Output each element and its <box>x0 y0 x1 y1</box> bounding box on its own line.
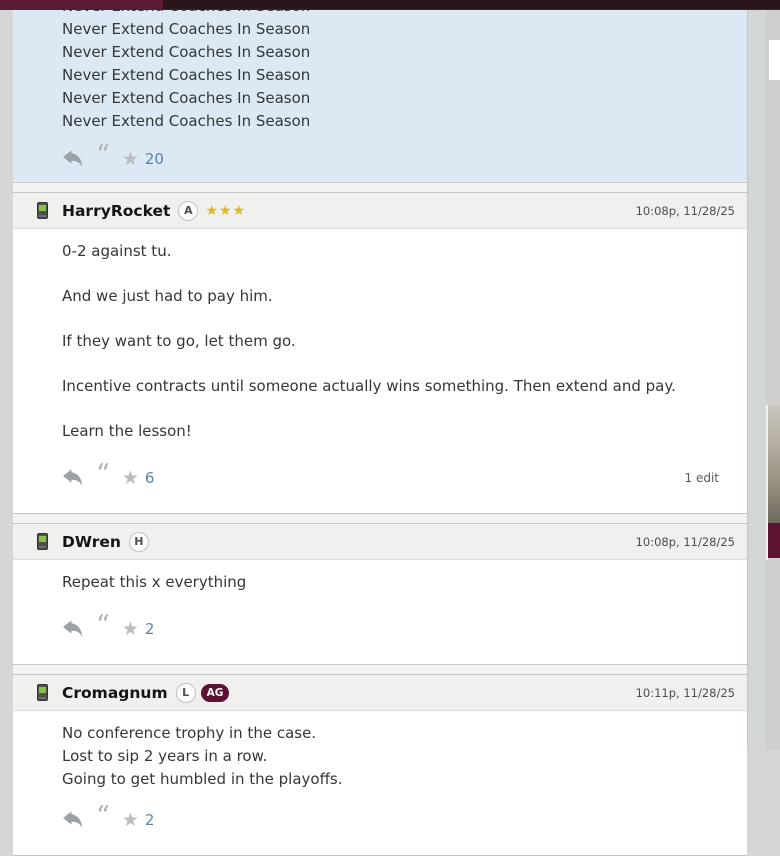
post-timestamp: 10:08p, 11/28/25 <box>635 534 735 549</box>
top-bar-left-segment <box>0 0 163 10</box>
star-count[interactable]: 20 <box>144 150 164 168</box>
post-body-line: Never Extend Coaches In Season <box>62 112 311 130</box>
post-body-line: Never Extend Coaches In Season <box>62 20 311 38</box>
right-edge-sidebar-module <box>766 405 780 560</box>
author-name[interactable]: Cromagnum <box>62 683 168 702</box>
quote-icon[interactable]: “ <box>96 801 110 832</box>
top-maroon-bar <box>0 0 780 10</box>
reply-icon[interactable] <box>62 469 84 487</box>
post-paragraph: Incentive contracts until someone actually wins something. Then extend and pay. <box>62 377 676 395</box>
post-action-row <box>13 610 727 642</box>
badge-a: A <box>178 201 198 221</box>
post-header <box>13 524 747 560</box>
post-header <box>13 675 747 711</box>
post-harryrocket <box>13 192 747 514</box>
post-dwren <box>13 523 747 665</box>
post-paragraph: 0-2 against tu. <box>62 242 172 260</box>
star-count[interactable]: 2 <box>144 811 155 829</box>
sidebar-photo-sliver <box>768 405 780 523</box>
edit-count-note[interactable]: 1 edit <box>684 471 719 485</box>
quote-icon[interactable]: “ <box>96 610 110 641</box>
mobile-phone-icon <box>37 202 48 219</box>
post-paragraph: Repeat this x everything <box>62 573 247 591</box>
star-icon[interactable]: ★ <box>121 467 139 489</box>
post-body-line: No conference trophy in the case. <box>62 724 317 742</box>
post-body <box>13 560 747 664</box>
post-body-line: Lost to sip 2 years in a row. <box>62 747 268 765</box>
author-name[interactable]: DWren <box>62 532 121 551</box>
sidebar-maroon-sliver <box>768 523 780 558</box>
post-body-line: Never Extend Coaches In Season <box>62 43 311 61</box>
badge-h: H <box>129 532 149 552</box>
thread-posts-column <box>13 10 747 832</box>
star-icon[interactable]: ★ <box>121 809 139 831</box>
post-paragraph: If they want to go, let them go. <box>62 332 296 350</box>
reply-icon[interactable] <box>62 150 84 168</box>
star-icon[interactable]: ★ <box>121 148 139 170</box>
reply-icon[interactable] <box>62 620 84 638</box>
post-cromagnum <box>13 674 747 856</box>
post-paragraph: And we just had to pay him. <box>62 287 273 305</box>
post-body <box>13 229 747 513</box>
star-icon[interactable]: ★ <box>121 618 139 640</box>
reply-icon[interactable] <box>62 811 84 829</box>
post-body <box>13 711 747 855</box>
vertical-scrollbar[interactable] <box>747 10 766 750</box>
mobile-phone-icon <box>37 684 48 701</box>
post-action-row <box>13 140 747 172</box>
right-edge-white-notch <box>769 40 780 80</box>
author-star-rating: ★★★ <box>205 202 247 219</box>
star-count[interactable]: 2 <box>144 620 155 638</box>
top-bar-right-segment <box>163 0 780 10</box>
badge-ag: AG <box>201 684 230 702</box>
post-body-line: Never Extend Coaches In Season <box>62 89 311 107</box>
quote-icon[interactable]: “ <box>96 140 110 171</box>
post-body-line: Never Extend Coaches In Season <box>62 66 311 84</box>
clipped-text-line <box>13 10 747 18</box>
post-paragraph: Learn the lesson! <box>62 422 192 440</box>
page-layout <box>0 10 780 832</box>
post-highlighted <box>13 10 747 183</box>
mobile-phone-icon <box>37 533 48 550</box>
quote-icon[interactable]: “ <box>96 459 110 490</box>
right-edge-page-sliver <box>766 10 780 750</box>
badge-l: L <box>176 683 196 703</box>
post-timestamp: 10:08p, 11/28/25 <box>635 203 735 218</box>
author-name[interactable]: HarryRocket <box>62 201 171 220</box>
post-body-line: Going to get humbled in the playoffs. <box>62 770 343 788</box>
post-timestamp: 10:11p, 11/28/25 <box>635 685 735 700</box>
post-action-row <box>13 801 727 833</box>
post-action-row <box>13 459 727 491</box>
left-gutter <box>0 10 13 750</box>
post-header <box>13 193 747 229</box>
star-count[interactable]: 6 <box>144 469 155 487</box>
